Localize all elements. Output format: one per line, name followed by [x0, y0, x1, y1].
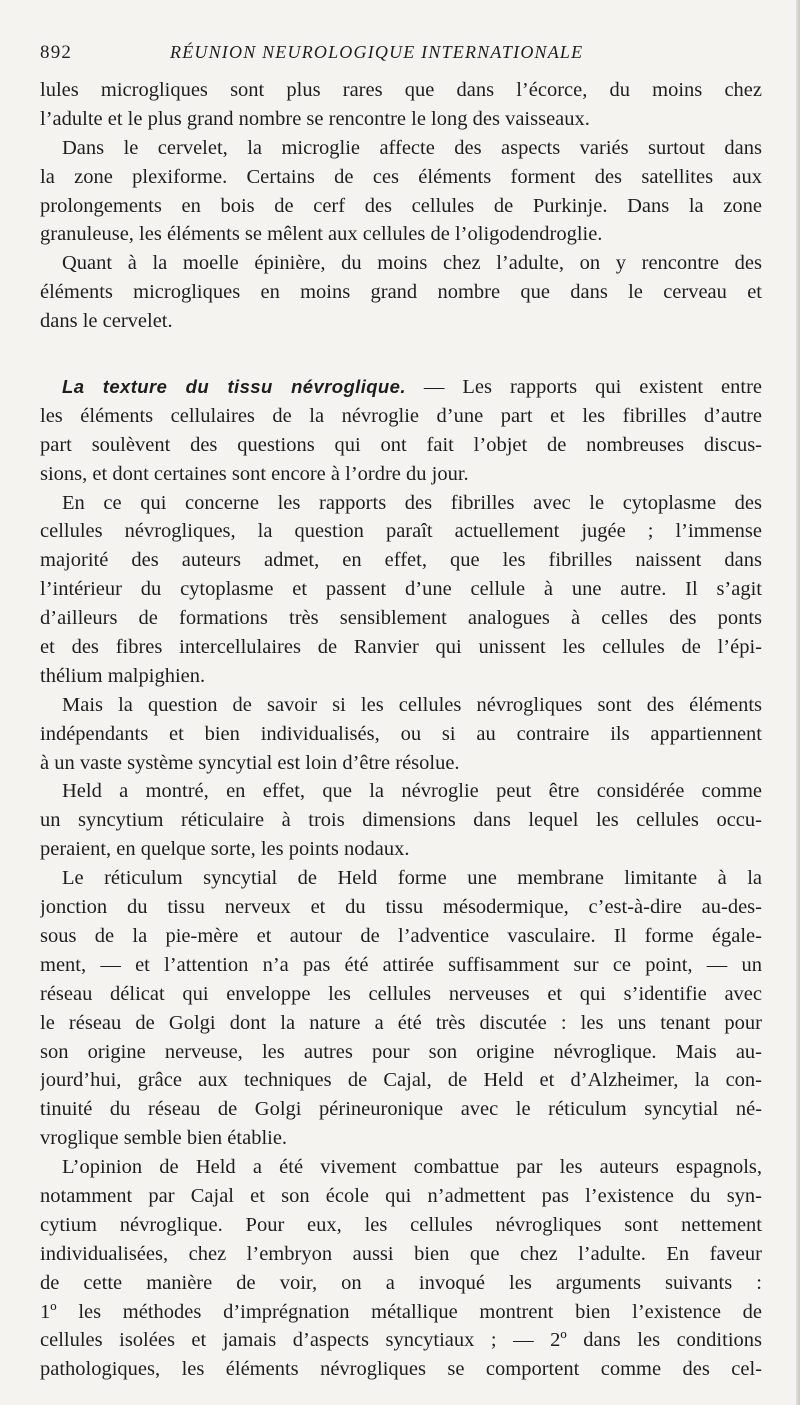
text-line: son origine nerveuse, les autres pour son origine névroglique. Mais au-: [40, 1040, 762, 1063]
text-line: sous de la pie-mère et autour de l’adventice vasculaire. Il forme égale-: [40, 924, 762, 947]
text-line: vroglique semble bien établie.: [40, 1127, 288, 1150]
text-line: éléments microgliques en moins grand nombre que dans le cerveau et: [40, 281, 762, 304]
text-line: cellules isolées et jamais d’aspects syncytiaux ; — 2º dans les conditions: [40, 1329, 762, 1352]
text-line: d’ailleurs de formations très sensiblement analogues à celles des ponts: [40, 607, 762, 630]
paragraph: [40, 76, 762, 134]
text-line: ment, — et l’attention n’a pas été attirée suffisamment sur ce point, — un: [40, 953, 762, 976]
section: [40, 373, 762, 1384]
text-line: à un vaste système syncytial est loin d’être résolue.: [40, 751, 460, 774]
text-line: tinuité du réseau de Golgi périneuronique avec le réticulum syncytial né-: [40, 1098, 762, 1121]
text-line: l’adulte et le plus grand nombre se rencontre le long des vaisseaux.: [40, 107, 590, 130]
text-line: part soulèvent des questions qui ont fait l’objet de nombreuses discus-: [40, 433, 762, 456]
text-line: de cette manière de voir, on a invoqué les arguments suivants :: [40, 1271, 762, 1294]
text-line: prolongements en bois de cerf des cellules de Purkinje. Dans la zone: [40, 194, 762, 217]
page-edge-shadow: [796, 0, 800, 1405]
text-line: et des fibres intercellulaires de Ranvier qui unissent les cellules de l’épi-: [40, 636, 762, 659]
text-line: lules microgliques sont plus rares que dans l’écorce, du moins chez: [40, 79, 762, 101]
text-line: cytium névroglique. Pour eux, les cellules névrogliques sont nettement: [40, 1213, 762, 1236]
text-line: Le réticulum syncytial de Held forme une membrane limitante à la: [62, 867, 762, 890]
running-head: [40, 42, 762, 76]
section-first-line: [40, 373, 762, 402]
text-line: peraient, en quelque sorte, les points nodaux.: [40, 838, 410, 861]
text-line: jonction du tissu nerveux et du tissu mésodermique, c’est-à-dire au-des-: [40, 896, 762, 919]
text-line: les éléments cellulaires de la névroglie d’une part et les fibrilles d’autre: [40, 404, 762, 427]
text-line: dans le cervelet.: [40, 310, 173, 333]
text-line: le réseau de Golgi dont la nature a été très discutée : les uns tenant pour: [40, 1011, 762, 1034]
text-line: indépendants et bien individualisés, ou si au contraire ils appartiennent: [40, 722, 762, 745]
page-number: 892: [40, 42, 73, 63]
text-line: sions, et dont certaines sont encore à l’ordre du jour.: [40, 462, 469, 485]
book-page: [40, 42, 762, 1384]
text-line: Mais la question de savoir si les cellules névrogliques sont des éléments: [62, 693, 762, 716]
text-line: réseau délicat qui enveloppe les cellules nerveuses et qui s’identifie avec: [40, 982, 762, 1005]
text-line: thélium malpighien.: [40, 664, 206, 687]
text-line: En ce qui concerne les rapports des fibrilles avec le cytoplasme des: [62, 491, 762, 514]
text-line: l’intérieur du cytoplasme et passent d’une cellule à une autre. Il s’agit: [40, 578, 762, 601]
text-line: L’opinion de Held a été vivement combattue par les auteurs espagnols,: [62, 1156, 762, 1179]
paragraph: [40, 249, 762, 336]
text-line: Dans le cervelet, la microglie affecte des aspects variés surtout dans: [62, 136, 762, 159]
text-line: individualisées, chez l’embryon aussi bien que chez l’adulte. En faveur: [40, 1242, 762, 1265]
text-line: Held a montré, en effet, que la névroglie peut être considérée comme: [62, 780, 762, 803]
text-line: 1º les méthodes d’imprégnation métallique montrent bien l’existence de: [40, 1300, 762, 1323]
running-title: RÉUNION NEUROLOGIQUE INTERNATIONALE: [170, 42, 584, 62]
text-line: pathologiques, les éléments névrogliques se comportent comme des cel-: [40, 1358, 762, 1381]
text-line: granuleuse, les éléments se mêlent aux cellules de l’oligodendroglie.: [40, 223, 603, 246]
text-line: la zone plexiforme. Certains de ces éléments forment des satellites aux: [40, 165, 762, 188]
section-spacer: [40, 336, 762, 373]
text-line: cellules névrogliques, la question paraît actuellement jugée ; l’immense: [40, 520, 762, 543]
text-line: un syncytium réticulaire à trois dimensions dans lequel les cellules occu-: [40, 809, 762, 832]
paragraph: [40, 134, 762, 250]
text-line: notamment par Cajal et son école qui n’admettent pas l’existence du syn-: [40, 1184, 762, 1207]
text-line: majorité des auteurs admet, en effet, que les fibrilles naissent dans: [40, 549, 762, 572]
section-lead-text: — Les rapports qui existent entre: [405, 376, 762, 399]
text-line: Quant à la moelle épinière, du moins chez l’adulte, on y rencontre des: [62, 252, 762, 275]
text-line: jourd’hui, grâce aux techniques de Cajal, de Held et d’Alzheimer, la con-: [40, 1069, 762, 1092]
section-heading: La texture du tissu névroglique.: [62, 376, 406, 398]
